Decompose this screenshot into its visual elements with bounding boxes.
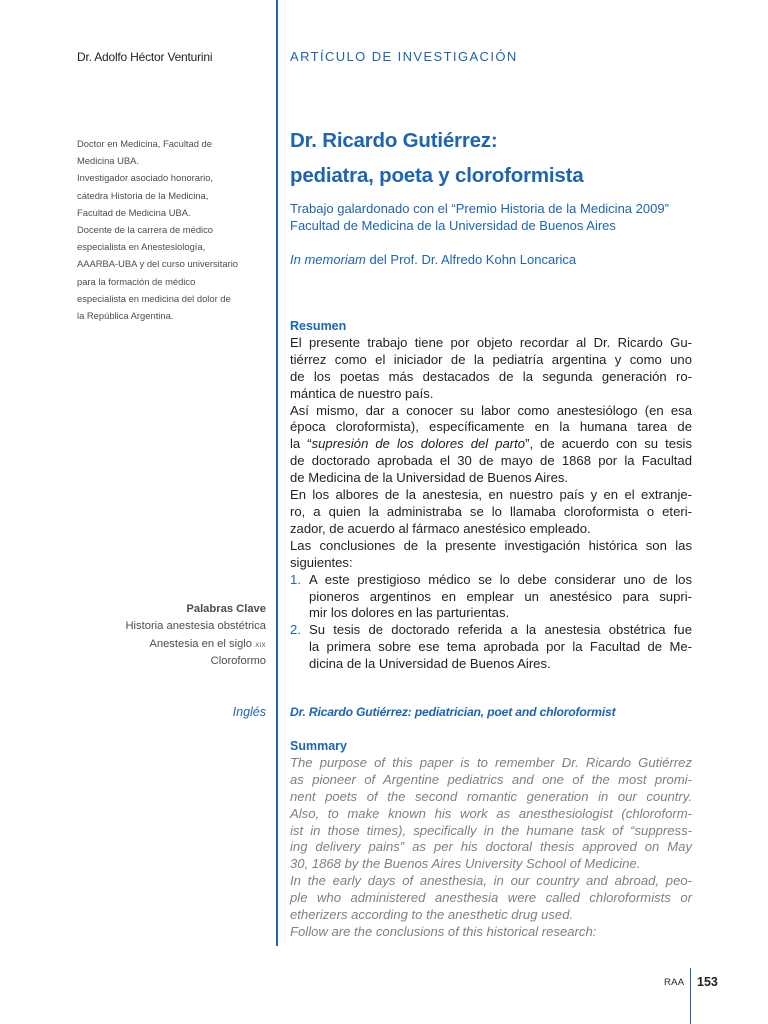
award-line-2: Facultad de Medicina de la Universidad de Buenos Aires	[290, 217, 616, 233]
footer-divider	[690, 968, 691, 1024]
award-line-1: Trabajo galardonado con el “Premio Historia de la Medicina 2009”	[290, 201, 669, 216]
english-title: Dr. Ricardo Gutiérrez: pediatrician, poet and chloroformist	[290, 705, 616, 719]
resumen-line: ro, a quien la administraba se lo llamaba cloroformista o eteri-	[290, 503, 692, 519]
resumen-line: Las conclusiones de la presente investigación histórica son las	[290, 537, 692, 553]
keyword-item	[60, 636, 266, 653]
bio-line: Medicina UBA.	[77, 155, 140, 167]
resumen-line: Así mismo, dar a conocer su labor como anestesiólogo (en esa	[290, 402, 692, 418]
keywords-block	[60, 601, 266, 671]
summary-section	[290, 738, 692, 941]
author-bio	[77, 135, 267, 324]
bio-line: especialista en medicina del dolor de	[77, 292, 231, 304]
memoriam-italic: In memoriam	[290, 252, 366, 267]
list-text: Su tesis de doctorado referida a la anestesia obstétrica fue	[309, 622, 692, 638]
bio-line: Doctor en Medicina, Facultad de	[77, 138, 212, 149]
resumen-heading: Resumen	[290, 319, 347, 333]
resumen-line: zador, de acuerdo al fármaco anestésico empleado.	[290, 520, 591, 536]
bio-line: para la formación de médico	[77, 275, 196, 287]
bio-line: cátedra Historia de la Medicina,	[77, 189, 209, 201]
section-label: ARTÍCULO DE INVESTIGACIÓN	[290, 49, 518, 64]
list-number: 1.	[290, 571, 301, 587]
resumen-line: época cloroformista), específicamente en la humana tarea de	[290, 419, 692, 435]
list-text: A este prestigioso médico se lo debe considerar uno de los	[309, 571, 692, 587]
journal-abbrev: RAA	[664, 977, 685, 988]
summary-line: Also, to make known his work as anesthesiologist (chloroform-	[290, 805, 692, 821]
list-number: 2.	[290, 622, 301, 638]
resumen-line: tiérrez como el iniciador de la pediatría argentina y como uno	[290, 351, 692, 367]
summary-line: Follow are the conclusions of this historical research:	[290, 923, 597, 939]
summary-heading: Summary	[290, 739, 347, 753]
article-title	[290, 123, 583, 193]
list-item-line	[290, 622, 692, 639]
list-item-line: la primera sobre ese tema aprobada por la Facultad de Me-	[309, 639, 692, 655]
resumen-section	[290, 318, 692, 673]
resumen-line: En los albores de la anestesia, en nuestro país y en el extranje-	[290, 487, 692, 503]
bio-line: Facultad de Medicina UBA.	[77, 206, 191, 218]
bio-line: la República Argentina.	[77, 310, 174, 322]
resumen-line: de doctorado aprobada el 30 de mayo de 1868 por la Facultad	[290, 453, 692, 469]
resumen-line: siguientes:	[290, 554, 353, 570]
keyword-century: xix	[255, 638, 266, 649]
resumen-line: de los poetas más destacados de la segunda generación ro-	[290, 368, 692, 384]
title-line-2: pediatra, poeta y cloroformista	[290, 164, 584, 187]
list-item-line: mir los dolores en las parturientas.	[309, 605, 510, 621]
summary-line: The purpose of this paper is to remember Dr. Ricardo Gutiérrez	[290, 754, 692, 770]
list-item-line	[290, 572, 692, 589]
bio-line: Docente de la carrera de médico	[77, 224, 214, 236]
keyword-item: Historia anestesia obstétrica	[125, 620, 266, 633]
list-item-line: pioneros argentinos en emplear un anestésico para supri-	[309, 588, 692, 604]
summary-line: ist in those times), specifically in the humane task of “suppress-	[290, 822, 692, 838]
column-divider	[276, 0, 278, 946]
resumen-line: de Medicina de la Universidad de Buenos Aires.	[290, 470, 569, 486]
resumen-la-italic: supresión de los dolores del parto	[311, 436, 526, 452]
author-name: Dr. Adolfo Héctor Venturini	[77, 50, 213, 64]
resumen-line: mántica de nuestro país.	[290, 385, 434, 401]
language-label: Inglés	[232, 705, 266, 719]
memoriam-note	[290, 252, 576, 267]
list-item-line: dicina de la Universidad de Buenos Aires.	[309, 656, 551, 672]
award-note	[290, 201, 669, 234]
page-number: 153	[697, 975, 718, 989]
summary-line: ing delivery pains” as per his doctoral thesis approved on May	[290, 839, 692, 855]
summary-line: In the early days of anesthesia, in our country and abroad, peo-	[290, 873, 692, 889]
memoriam-rest: del Prof. Dr. Alfredo Kohn Loncarica	[365, 252, 577, 267]
resumen-la-pre: la “	[290, 436, 312, 452]
summary-line: as pioneer of Argentine pediatrics and one of the most promi-	[290, 771, 692, 787]
bio-line: AAARBA-UBA y del curso universitario	[77, 258, 238, 270]
keyword-text: Anestesia en el siglo	[149, 637, 256, 650]
title-line-1: Dr. Ricardo Gutiérrez:	[290, 129, 498, 152]
bio-line: especialista en Anestesiología,	[77, 241, 206, 253]
summary-line: 30, 1868 by the Buenos Aires University School of Medicine.	[290, 856, 641, 872]
summary-line: ple who administered anesthesia were called chloroformists or	[290, 890, 692, 906]
resumen-la-post: ”, de acuerdo con su tesis	[525, 436, 692, 452]
bio-line: Investigador asociado honorario,	[77, 172, 214, 184]
summary-line: etherizers according to the anesthetic drug used.	[290, 907, 574, 923]
summary-line: nent poets of the second romantic generation in our country.	[290, 788, 692, 804]
resumen-line: El presente trabajo tiene por objeto recordar al Dr. Ricardo Gu-	[290, 334, 692, 350]
resumen-line	[290, 436, 692, 453]
keywords-heading: Palabras Clave	[186, 603, 266, 615]
keyword-item: Cloroformo	[210, 655, 266, 668]
